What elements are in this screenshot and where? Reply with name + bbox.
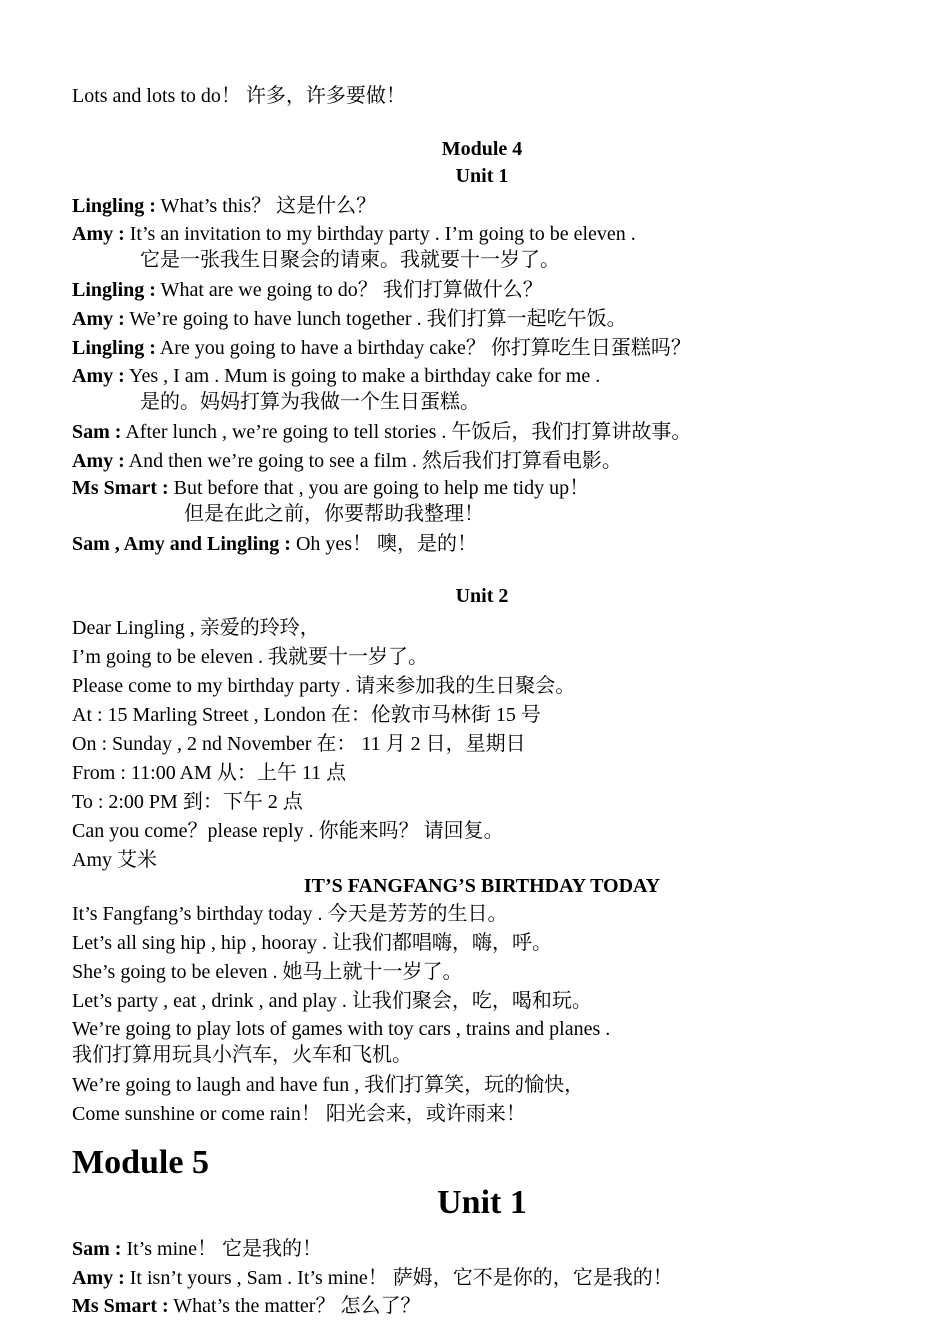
speech: It’s an invitation to my birthday party . I’m going to be eleven . [124,223,636,245]
dialogue-line [72,1237,322,1261]
speech: Are you going to have a birthday cake？ 你打算吃生日蛋糕吗？ [155,337,691,359]
song-line: Let’s all sing hip , hip , hooray . 让我们都唱嗨，嗨，呼。 [72,932,552,954]
song-line: We’re going to play lots of games with toy cars , trains and planes . [72,1018,611,1040]
translation-line: 但是在此之前，你要帮助我整理！ [184,503,484,525]
module-5-title: Module 5 [72,1144,209,1181]
dialogue-line [72,364,600,388]
speech: It isn’t yours , Sam . It’s mine！ 萨姆，它不是你的，它是我的！ [124,1267,673,1289]
song-line: Come sunshine or come rain！ 阳光会来，或许雨来！ [72,1103,526,1125]
speech: What are we going to do？ 我们打算做什么？ [155,279,543,301]
letter-line: Can you come？please reply . 你能来吗？ 请回复。 [72,820,504,842]
dialogue-line [72,1266,673,1290]
speech: After lunch , we’re going to tell stories . 午饭后，我们打算讲故事。 [121,421,692,443]
speaker: Ms Smart : [72,1295,169,1317]
m4-unit-1-title: Unit 1 [455,165,509,187]
speech: Yes , I am . Mum is going to make a birthday cake for me . [124,365,601,387]
speech: We’re going to have lunch together . 我们打算一起吃午饭。 [124,308,627,330]
letter-line: At : 15 Marling Street , London 在：伦敦市马林街 15 号 [72,704,541,726]
speech: What’s the matter？ 怎么了？ [168,1295,421,1317]
dialogue-line [72,1294,420,1318]
dialogue-line [72,449,622,473]
speaker: Lingling : [72,337,156,359]
speaker: Amy : [72,450,125,472]
speaker: Amy : [72,1267,125,1289]
dialogue-line [72,307,627,331]
speaker: Amy : [72,365,125,387]
speaker: Ms Smart : [72,477,169,499]
letter-line: Please come to my birthday party . 请来参加我的生日聚会。 [72,675,576,697]
song-line: 我们打算用玩具小汽车，火车和飞机。 [72,1044,412,1066]
dialogue-line [72,532,477,556]
speech: But before that , you are going to help me tidy up！ [168,477,590,499]
letter-line: From : 11:00 AM 从：上午 11 点 [72,762,347,784]
speaker: Sam : [72,421,122,443]
letter-line: I’m going to be eleven . 我就要十一岁了。 [72,646,429,668]
dialogue-line [72,278,543,302]
speaker: Lingling : [72,279,156,301]
translation-line: 是的。妈妈打算为我做一个生日蛋糕。 [140,391,480,413]
dialogue-line [72,476,589,500]
letter-line: On : Sunday , 2 nd November 在： 11 月 2 日，星期日 [72,733,526,755]
dialogue-line [72,194,376,218]
speaker: Amy : [72,308,125,330]
song-line: She’s going to be eleven . 她马上就十一岁了。 [72,961,463,983]
song-line: It’s Fangfang’s birthday today . 今天是芳芳的生日。 [72,903,508,925]
m4-unit-2-title: Unit 2 [455,585,509,607]
speaker: Sam : [72,1238,122,1260]
speech: What’s this？ 这是什么？ [155,195,377,217]
letter-line: To : 2:00 PM 到：下午 2 点 [72,791,303,813]
m5-unit-1-title: Unit 1 [437,1184,527,1221]
translation-line: 它是一张我生日聚会的请柬。我就要十一岁了。 [140,249,560,271]
letter-line: Amy 艾米 [72,849,157,871]
intro-line: Lots and lots to do！ 许多，许多要做！ [72,85,406,107]
speech: Oh yes！ 噢，是的！ [290,533,478,555]
dialogue-line [72,222,636,246]
letter-line: Dear Lingling , 亲爱的玲玲， [72,617,320,639]
module-4-title: Module 4 [441,138,523,160]
dialogue-line [72,420,691,444]
speaker: Sam , Amy and Lingling : [72,533,291,555]
speech: It’s mine！ 它是我的！ [121,1238,322,1260]
song-line: We’re going to laugh and have fun , 我们打算笑，玩的愉快， [72,1074,585,1096]
song-line: Let’s party , eat , drink , and play . 让我们聚会，吃，喝和玩。 [72,990,592,1012]
speaker: Lingling : [72,195,156,217]
speaker: Amy : [72,223,125,245]
song-title: IT’S FANGFANG’S BIRTHDAY TODAY [303,875,661,897]
speech: And then we’re going to see a film . 然后我们打算看电影。 [124,450,622,472]
dialogue-line [72,336,691,360]
